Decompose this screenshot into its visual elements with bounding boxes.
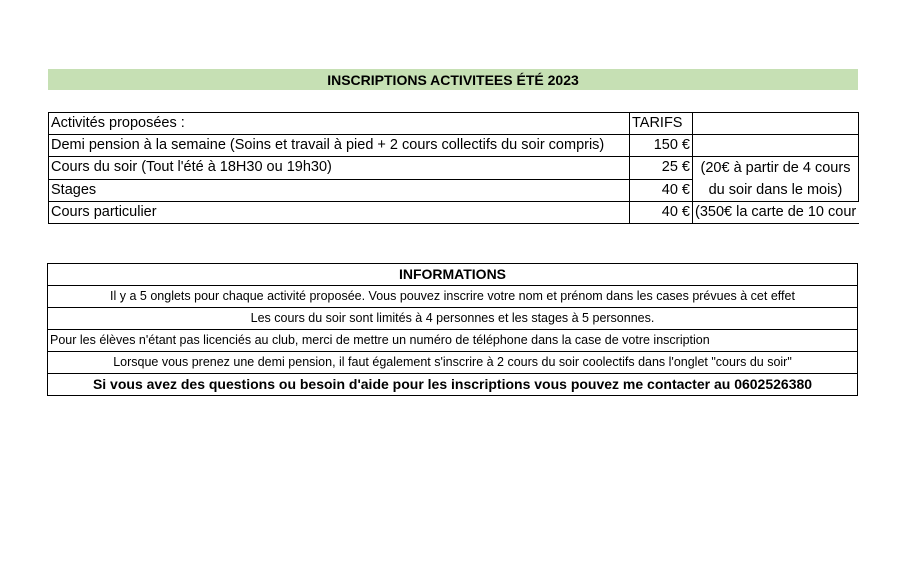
page-title: INSCRIPTIONS ACTIVITEES ÉTÉ 2023 — [48, 69, 858, 90]
empty-cell — [693, 113, 859, 135]
info-line: Il y a 5 onglets pour chaque activité proposée. Vous pouvez inscrire votre nom et prénom dans les cases prévues à cet effet — [48, 286, 858, 308]
activity-label: Stages — [49, 179, 630, 202]
table-row — [48, 330, 858, 352]
tarifs-header: TARIFS — [630, 113, 693, 135]
activities-table — [48, 112, 859, 224]
informations-heading: INFORMATIONS — [48, 264, 858, 286]
activity-price: 150 € — [630, 135, 693, 157]
table-row — [48, 352, 858, 374]
table-row — [48, 286, 858, 308]
activity-label: Demi pension à la semaine (Soins et travail à pied + 2 cours collectifs du soir compris) — [49, 135, 630, 157]
activity-label: Cours particulier — [49, 202, 630, 224]
evening-note-line2: du soir dans le mois) — [708, 182, 843, 198]
activity-label: Cours du soir (Tout l'été à 18H30 ou 19h30) — [49, 157, 630, 180]
table-row — [49, 135, 859, 157]
activity-price: 40 € — [630, 202, 693, 224]
evening-note-line1: (20€ à partir de 4 cours — [700, 160, 851, 176]
contact-line: Si vous avez des questions ou besoin d'aide pour les inscriptions vous pouvez me contacter au 0602526380 — [48, 374, 858, 396]
activities-header-label: Activités proposées : — [49, 113, 630, 135]
informations-table — [47, 263, 858, 396]
table-row — [49, 157, 859, 180]
info-line: Les cours du soir sont limités à 4 personnes et les stages à 5 personnes. — [48, 308, 858, 330]
evening-discount-note — [693, 157, 859, 202]
table-header-row — [48, 264, 858, 286]
private-lesson-note: (350€ la carte de 10 cour — [693, 202, 859, 224]
table-row — [48, 308, 858, 330]
table-row — [48, 374, 858, 396]
empty-cell — [693, 135, 859, 157]
info-line: Lorsque vous prenez une demi pension, il faut également s'inscrire à 2 cours du soir coolectifs dans l'onglet "cours du soir" — [48, 352, 858, 374]
activity-price: 40 € — [630, 179, 693, 202]
table-header-row — [49, 113, 859, 135]
table-row — [49, 202, 859, 224]
info-line: Pour les élèves n'étant pas licenciés au club, merci de mettre un numéro de téléphone dans la case de votre inscription — [48, 330, 858, 352]
activity-price: 25 € — [630, 157, 693, 180]
